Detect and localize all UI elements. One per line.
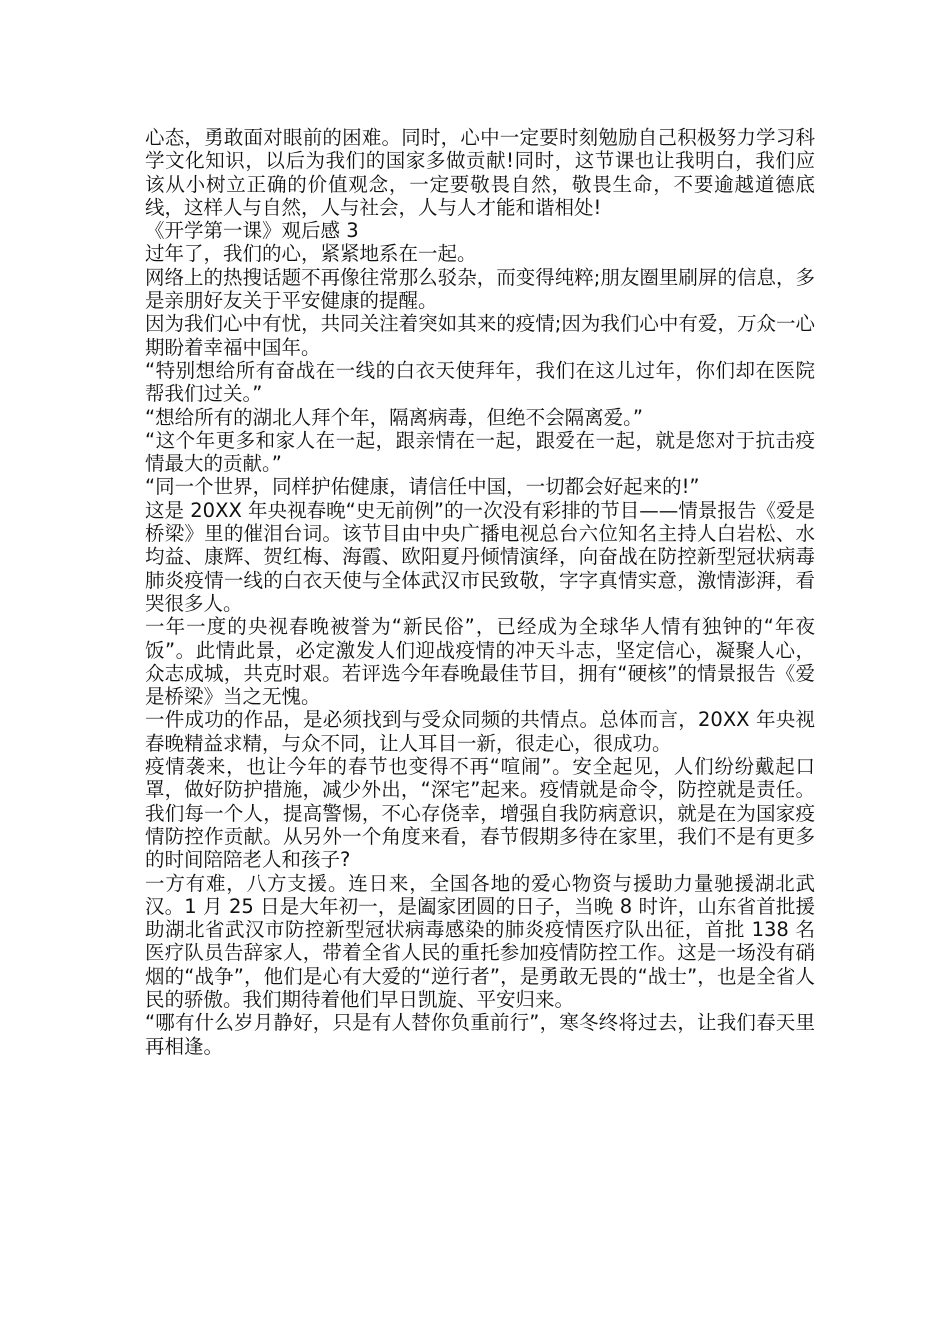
paragraph-13: 疫情袭来，也让今年的春节也变得不再“喧闹”。安全起见，人们纷纷戴起口罩，做好防护措施，减少外出，“深宅”起来。疫情就是命令，防控就是责任。我们每一个人，提高警惕，不心存侥幸，增强自我防病意识，就是在为国家疫情防控作贡献。从另外一个角度来看，春节假期多待在家里，我们不是有更多的时间陪陪老人和孩子? — [145, 755, 815, 872]
paragraph-15: “哪有什么岁月静好，只是有人替你负重前行”，寒冬终将过去，让我们春天里再相逢。 — [145, 1011, 815, 1058]
paragraph-12: 一件成功的作品，是必须找到与受众同频的共情点。总体而言，20XX 年央视春晚精益求精，与众不同，让人耳目一新，很走心，很成功。 — [145, 708, 815, 755]
quote-3: “这个年更多和家人在一起，跟亲情在一起，跟爱在一起，就是您对于抗击疫情最大的贡献。” — [145, 428, 815, 476]
paragraph-10: 这是 20XX 年央视春晚“史无前例”的一次没有彩排的节目——情景报告《爱是桥梁》里的催泪台词。该节目由中央广播电视总台六位知名主持人白岩松、水均益、康辉、贺红梅、海霞、欧阳夏丹倾情演绎，向奋战在防控新型冠状病毒肺炎疫情一线的白衣天使与全体武汉市民致敬，字字真情实意，激情澎湃，看哭很多人。 — [145, 498, 815, 615]
paragraph-11: 一年一度的央视春晚被誉为“新民俗”，已经成为全球华人情有独钟的“年夜饭”。此情此景，必定激发人们迎战疫情的冲天斗志，坚定信心，凝聚人心，众志成城，共克时艰。若评选今年春晚最佳节目，拥有“硬核”的情景报告《爱是桥梁》当之无愧。 — [145, 615, 815, 709]
paragraph-5: 因为我们心中有忧，共同关注着突如其来的疫情;因为我们心中有爱，万众一心期盼着幸福中国年。 — [145, 312, 815, 359]
section-title: 《开学第一课》观后感 3 — [145, 219, 359, 243]
document-body — [145, 126, 815, 1058]
paragraph-1: 心态，勇敢面对眼前的困难。同时，心中一定要时刻勉励自己积极努力学习科学文化知识，以后为我们的国家多做贡献!同时，这节课也让我明白，我们应该从小树立正确的价值观念，一定要敬畏自然，敬畏生命，不要逾越道德底线，这样人与自然，人与社会，人与人才能和谐相处! — [145, 126, 815, 219]
quote-2: “想给所有的湖北人拜个年，隔离病毒，但绝不会隔离爱。” — [145, 405, 643, 429]
quote-1: “特别想给所有奋战在一线的白衣天使拜年，我们在这儿过年，你们却在医院帮我们过关。” — [145, 358, 815, 406]
paragraph-3: 过年了，我们的心，紧紧地系在一起。 — [145, 242, 477, 266]
paragraph-14: 一方有难，八方支援。连日来，全国各地的爱心物资与援助力量驰援湖北武汉。1 月 25 日是大年初一，是阖家团圆的日子，当晚 8 时许，山东省首批援助湖北省武汉市防控新型冠状病毒感染的肺炎疫情医疗队出征，首批 138 名医疗队员告辞家人，带着全省人民的重托参加疫情防控工作。这是一场没有硝烟的“战争”，他们是心有大爱的“逆行者”，是勇敢无畏的“战士”，也是全省人民的骄傲。我们期待着他们早日凯旋、平安归来。 — [145, 871, 815, 1011]
quote-4: “同一个世界，同样护佑健康，请信任中国，一切都会好起来的!” — [145, 475, 700, 499]
paragraph-4: 网络上的热搜话题不再像往常那么驳杂，而变得纯粹;朋友圈里刷屏的信息，多是亲朋好友关于平安健康的提醒。 — [145, 265, 815, 313]
